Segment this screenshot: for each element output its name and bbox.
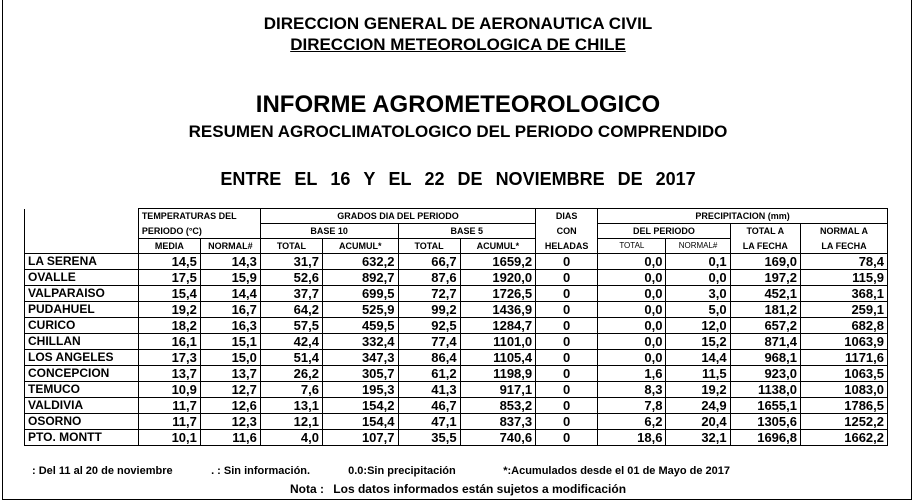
media-cell: 13,7 <box>138 366 200 382</box>
precip-period-cell: 0,0 <box>598 286 666 302</box>
precip-period-cell: 1,6 <box>598 366 666 382</box>
header-normal-precip: NORMAL# <box>666 239 730 254</box>
period-el1: EL <box>294 169 318 189</box>
heladas-cell: 0 <box>536 334 598 350</box>
table-row <box>25 318 888 334</box>
table-row <box>25 270 888 286</box>
precip-normal-cell: 14,4 <box>666 350 730 366</box>
total-base10-cell: 64,2 <box>260 302 322 318</box>
total-base10-cell: 57,5 <box>260 318 322 334</box>
footnote-acumulados: *:Acumulados desde el 01 de Mayo de 2017 <box>503 465 730 477</box>
precip-period-cell: 0,0 <box>598 254 666 270</box>
normal-fecha-cell: 1083,0 <box>800 382 887 398</box>
precip-normal-cell: 3,0 <box>666 286 730 302</box>
acumul-base5-cell: 1726,5 <box>460 286 536 302</box>
total-fecha-cell: 871,4 <box>730 334 800 350</box>
report-title: INFORME AGROMETEOROLOGICO <box>255 91 661 118</box>
acumul-base5-cell: 837,3 <box>460 414 536 430</box>
period-de2: DE <box>617 169 643 189</box>
period-y: Y <box>363 169 376 189</box>
heladas-cell: 0 <box>536 350 598 366</box>
table-row <box>25 302 888 318</box>
station-cell: CURICO <box>25 318 139 334</box>
note-text: Los datos informados están sujetos a modificación <box>333 482 627 496</box>
report-subtitle: RESUMEN AGROCLIMATOLOGICO DEL PERIODO COMPRENDIDO <box>188 122 728 141</box>
acumul-base10-cell: 154,4 <box>322 414 398 430</box>
acumul-base5-cell: 917,1 <box>460 382 536 398</box>
media-cell: 17,3 <box>138 350 200 366</box>
header-total-b5: TOTAL <box>398 239 460 254</box>
acumul-base5-cell: 1436,9 <box>460 302 536 318</box>
header-total-a-line1: TOTAL A <box>730 224 800 239</box>
header-dias-line3: HELADAS <box>536 239 598 254</box>
header-total-a-line2: LA FECHA <box>730 239 800 254</box>
period-year: 2017 <box>655 169 696 189</box>
report-period <box>0 169 916 190</box>
total-base10-cell: 52,6 <box>260 270 322 286</box>
header-dias-line1: DIAS <box>536 209 598 224</box>
header-media: MEDIA <box>138 239 200 254</box>
total-base10-cell: 12,1 <box>260 414 322 430</box>
table-row <box>25 430 888 446</box>
total-base5-cell: 46,7 <box>398 398 460 414</box>
media-cell: 19,2 <box>138 302 200 318</box>
precip-period-cell: 0,0 <box>598 318 666 334</box>
acumul-base10-cell: 347,3 <box>322 350 398 366</box>
total-base10-cell: 31,7 <box>260 254 322 270</box>
normal-fecha-cell: 1786,5 <box>800 398 887 414</box>
normal-fecha-cell: 682,8 <box>800 318 887 334</box>
acumul-base10-cell: 107,7 <box>322 430 398 446</box>
header-acumul-b10: ACUMUL* <box>322 239 398 254</box>
station-cell: LOS ANGELES <box>25 350 139 366</box>
precip-period-cell: 0,0 <box>598 302 666 318</box>
header-base5: BASE 5 <box>398 224 536 239</box>
precip-period-cell: 6,2 <box>598 414 666 430</box>
total-fecha-cell: 1655,1 <box>730 398 800 414</box>
acumul-base10-cell: 332,4 <box>322 334 398 350</box>
table-row <box>25 382 888 398</box>
header-grados-group: GRADOS DIA DEL PERIODO <box>260 209 535 224</box>
station-cell: PTO. MONTT <box>25 430 139 446</box>
normal-temp-cell: 13,7 <box>200 366 260 382</box>
normal-fecha-cell: 115,9 <box>800 270 887 286</box>
period-el2: EL <box>388 169 412 189</box>
table-row <box>25 350 888 366</box>
note-label: Nota : <box>289 482 324 496</box>
heladas-cell: 0 <box>536 382 598 398</box>
station-cell: VALDIVIA <box>25 398 139 414</box>
total-base5-cell: 72,7 <box>398 286 460 302</box>
media-cell: 15,4 <box>138 286 200 302</box>
table-row <box>25 334 888 350</box>
total-fecha-cell: 1305,6 <box>730 414 800 430</box>
header-total-precip: TOTAL <box>598 239 666 254</box>
heladas-cell: 0 <box>536 286 598 302</box>
period-entre: ENTRE <box>220 169 282 189</box>
normal-fecha-cell: 1252,2 <box>800 414 887 430</box>
acumul-base5-cell: 1101,0 <box>460 334 536 350</box>
table-row <box>25 366 888 382</box>
table-row <box>25 254 888 270</box>
precip-normal-cell: 20,4 <box>666 414 730 430</box>
normal-temp-cell: 14,3 <box>200 254 260 270</box>
org-name-line2: DIRECCION METEOROLOGICA DE CHILE <box>290 35 626 54</box>
total-fecha-cell: 657,2 <box>730 318 800 334</box>
precip-normal-cell: 15,2 <box>666 334 730 350</box>
normal-temp-cell: 16,7 <box>200 302 260 318</box>
media-cell: 10,9 <box>138 382 200 398</box>
acumul-base5-cell: 1659,2 <box>460 254 536 270</box>
acumul-base5-cell: 1284,7 <box>460 318 536 334</box>
normal-fecha-cell: 1662,2 <box>800 430 887 446</box>
acumul-base10-cell: 699,5 <box>322 286 398 302</box>
acumul-base10-cell: 305,7 <box>322 366 398 382</box>
period-month: NOVIEMBRE <box>495 169 605 189</box>
normal-temp-cell: 15,0 <box>200 350 260 366</box>
heladas-cell: 0 <box>536 398 598 414</box>
normal-temp-cell: 14,4 <box>200 286 260 302</box>
normal-temp-cell: 16,3 <box>200 318 260 334</box>
header-station-blank3 <box>25 239 139 254</box>
acumul-base10-cell: 459,5 <box>322 318 398 334</box>
normal-temp-cell: 12,6 <box>200 398 260 414</box>
media-cell: 16,1 <box>138 334 200 350</box>
total-fecha-cell: 169,0 <box>730 254 800 270</box>
acumul-base10-cell: 525,9 <box>322 302 398 318</box>
total-fecha-cell: 923,0 <box>730 366 800 382</box>
total-base10-cell: 42,4 <box>260 334 322 350</box>
media-cell: 17,5 <box>138 270 200 286</box>
acumul-base10-cell: 632,2 <box>322 254 398 270</box>
total-fecha-cell: 1138,0 <box>730 382 800 398</box>
total-base5-cell: 66,7 <box>398 254 460 270</box>
media-cell: 11,7 <box>138 414 200 430</box>
header-base10: BASE 10 <box>260 224 398 239</box>
header-del-periodo: DEL PERIODO <box>598 224 730 239</box>
total-base10-cell: 26,2 <box>260 366 322 382</box>
precip-period-cell: 0,0 <box>598 334 666 350</box>
total-base10-cell: 7,6 <box>260 382 322 398</box>
normal-fecha-cell: 259,1 <box>800 302 887 318</box>
table-row <box>25 398 888 414</box>
note <box>0 482 916 496</box>
precip-period-cell: 7,8 <box>598 398 666 414</box>
agro-table <box>24 208 888 446</box>
precip-normal-cell: 11,5 <box>666 366 730 382</box>
precip-normal-cell: 0,1 <box>666 254 730 270</box>
heladas-cell: 0 <box>536 366 598 382</box>
station-cell: CHILLAN <box>25 334 139 350</box>
header-temp-group: TEMPERATURAS DEL <box>138 209 260 224</box>
station-cell: PUDAHUEL <box>25 302 139 318</box>
total-base10-cell: 37,7 <box>260 286 322 302</box>
acumul-base5-cell: 1198,9 <box>460 366 536 382</box>
period-day-end: 22 <box>424 169 445 189</box>
total-fecha-cell: 1696,8 <box>730 430 800 446</box>
header-normal-a-line1: NORMAL A <box>800 224 887 239</box>
total-base5-cell: 41,3 <box>398 382 460 398</box>
heladas-cell: 0 <box>536 302 598 318</box>
total-fecha-cell: 181,2 <box>730 302 800 318</box>
table-body <box>25 254 888 446</box>
header-temp-group-line2: PERIODO (°C) <box>138 224 260 239</box>
heladas-cell: 0 <box>536 270 598 286</box>
precip-normal-cell: 32,1 <box>666 430 730 446</box>
footnote-sin-precip: 0.0:Sin precipitación <box>348 465 456 477</box>
header-station-blank <box>25 209 139 224</box>
total-base5-cell: 77,4 <box>398 334 460 350</box>
station-cell: OVALLE <box>25 270 139 286</box>
normal-temp-cell: 11,6 <box>200 430 260 446</box>
total-base10-cell: 51,4 <box>260 350 322 366</box>
media-cell: 10,1 <box>138 430 200 446</box>
total-fecha-cell: 968,1 <box>730 350 800 366</box>
heladas-cell: 0 <box>536 254 598 270</box>
normal-temp-cell: 15,9 <box>200 270 260 286</box>
total-fecha-cell: 452,1 <box>730 286 800 302</box>
table-row <box>25 414 888 430</box>
precip-normal-cell: 12,0 <box>666 318 730 334</box>
normal-fecha-cell: 1063,5 <box>800 366 887 382</box>
station-cell: OSORNO <box>25 414 139 430</box>
header-station-blank2 <box>25 224 139 239</box>
precip-normal-cell: 5,0 <box>666 302 730 318</box>
total-base5-cell: 92,5 <box>398 318 460 334</box>
period-day-start: 16 <box>330 169 351 189</box>
precip-period-cell: 0,0 <box>598 270 666 286</box>
header-precip-group: PRECIPITACION (mm) <box>598 209 888 224</box>
acumul-base5-cell: 1920,0 <box>460 270 536 286</box>
acumul-base5-cell: 740,6 <box>460 430 536 446</box>
precip-normal-cell: 19,2 <box>666 382 730 398</box>
normal-temp-cell: 12,3 <box>200 414 260 430</box>
media-cell: 11,7 <box>138 398 200 414</box>
heladas-cell: 0 <box>536 430 598 446</box>
table-row <box>25 286 888 302</box>
total-base5-cell: 61,2 <box>398 366 460 382</box>
station-cell: VALPARAISO <box>25 286 139 302</box>
normal-temp-cell: 12,7 <box>200 382 260 398</box>
precip-period-cell: 18,6 <box>598 430 666 446</box>
precip-normal-cell: 24,9 <box>666 398 730 414</box>
total-fecha-cell: 197,2 <box>730 270 800 286</box>
normal-fecha-cell: 1171,6 <box>800 350 887 366</box>
footnote-normal-def: : Del 11 al 20 de noviembre <box>32 465 173 477</box>
total-base5-cell: 47,1 <box>398 414 460 430</box>
footnote <box>32 465 730 477</box>
org-name-line1: DIRECCION GENERAL DE AERONAUTICA CIVIL <box>263 14 653 33</box>
footnote-sin-info: . : Sin información. <box>211 465 311 477</box>
heladas-cell: 0 <box>536 414 598 430</box>
acumul-base5-cell: 1105,4 <box>460 350 536 366</box>
header-acumul-b5: ACUMUL* <box>460 239 536 254</box>
acumul-base10-cell: 892,7 <box>322 270 398 286</box>
period-de1: DE <box>457 169 483 189</box>
total-base5-cell: 86,4 <box>398 350 460 366</box>
normal-fecha-cell: 1063,9 <box>800 334 887 350</box>
heladas-cell: 0 <box>536 318 598 334</box>
header-normal-temp: NORMAL# <box>200 239 260 254</box>
station-cell: CONCEPCION <box>25 366 139 382</box>
acumul-base5-cell: 853,2 <box>460 398 536 414</box>
media-cell: 14,5 <box>138 254 200 270</box>
total-base10-cell: 13,1 <box>260 398 322 414</box>
station-cell: LA SERENA <box>25 254 139 270</box>
normal-fecha-cell: 368,1 <box>800 286 887 302</box>
acumul-base10-cell: 154,2 <box>322 398 398 414</box>
precip-period-cell: 0,0 <box>598 350 666 366</box>
acumul-base10-cell: 195,3 <box>322 382 398 398</box>
total-base5-cell: 35,5 <box>398 430 460 446</box>
media-cell: 18,2 <box>138 318 200 334</box>
precip-period-cell: 8,3 <box>598 382 666 398</box>
precip-normal-cell: 0,0 <box>666 270 730 286</box>
normal-fecha-cell: 78,4 <box>800 254 887 270</box>
header-dias-line2: CON <box>536 224 598 239</box>
station-cell: TEMUCO <box>25 382 139 398</box>
normal-temp-cell: 15,1 <box>200 334 260 350</box>
total-base10-cell: 4,0 <box>260 430 322 446</box>
total-base5-cell: 99,2 <box>398 302 460 318</box>
header-normal-a-line2: LA FECHA <box>800 239 887 254</box>
total-base5-cell: 87,6 <box>398 270 460 286</box>
header-total-b10: TOTAL <box>260 239 322 254</box>
